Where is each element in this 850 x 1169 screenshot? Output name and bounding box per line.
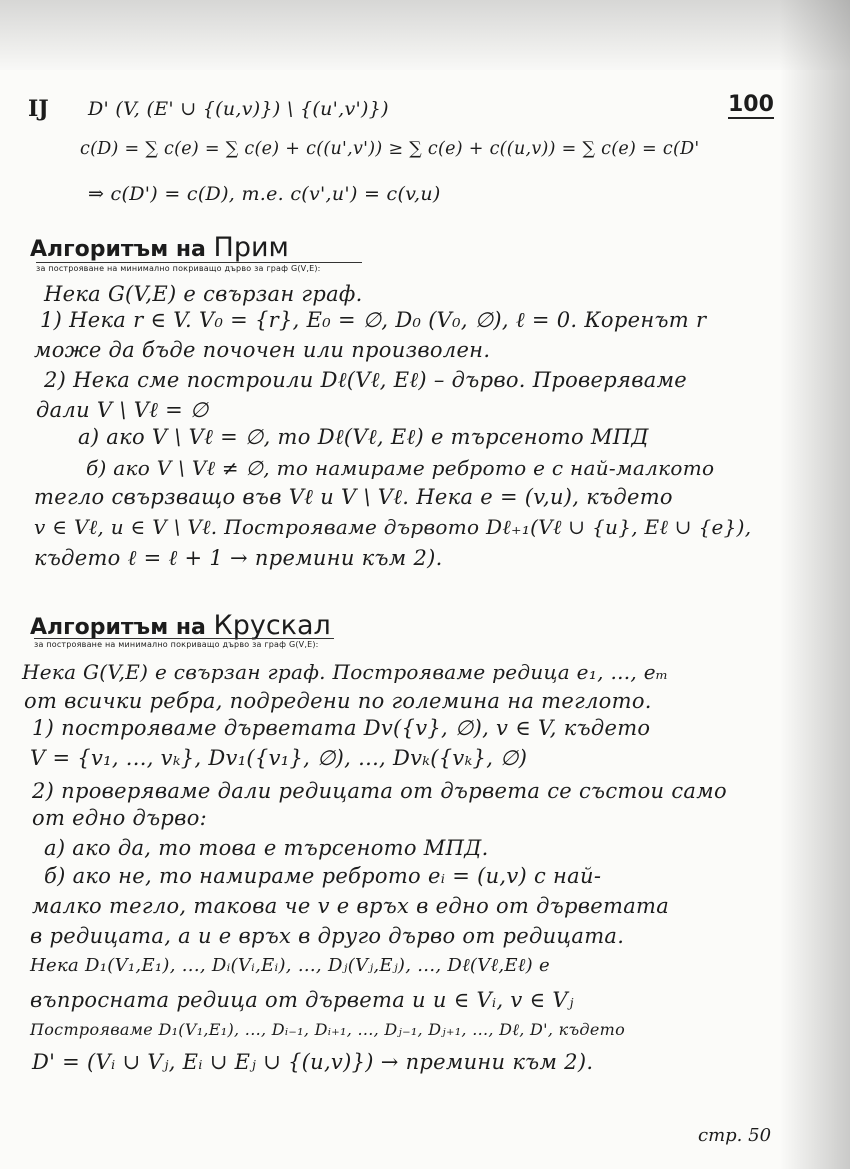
- scan-edge: [780, 0, 850, 1169]
- kruskal-line-3: 1) построяваме дърветата Dv({v}, ∅), v ∈ V, където: [32, 716, 651, 740]
- kruskal-heading-prefix: Алгоритъм на: [30, 615, 214, 640]
- kruskal-line-5: 2) проверяваме дали редицата от дървета се състои само: [32, 779, 727, 803]
- kruskal-line-10: в редицата, а u е връх в друго дърво от редицата.: [30, 924, 625, 948]
- margin-mark: IJ: [28, 96, 49, 122]
- kruskal-line-8: б) ако не, то намираме реброто eᵢ = (u,v) с най-: [44, 864, 602, 888]
- prim-heading: [30, 232, 289, 263]
- kruskal-line-12: въпросната редица от дървета и u ∈ Vᵢ, v ∈ Vⱼ: [30, 988, 574, 1012]
- scan-shadow: [0, 0, 850, 70]
- kruskal-line-7: а) ако да, то това е търсеното МПД.: [44, 836, 489, 860]
- proof-line-1: D' (V, (E' ∪ {(u,v)}) \ {(u',v')}): [88, 98, 389, 120]
- kruskal-line-1: Нека G(V,E) е свързан граф. Построяваме редица e₁, ..., eₘ: [22, 660, 669, 684]
- kruskal-heading-name: Крускал: [213, 610, 331, 641]
- proof-line-3: ⇒ c(D') = c(D), т.е. c(v',u') = c(v,u): [88, 183, 441, 205]
- prim-heading-name: Прим: [213, 232, 289, 263]
- kruskal-line-13: Построяваме D₁(V₁,E₁), ..., Dᵢ₋₁, Dᵢ₊₁, ..., Dⱼ₋₁, Dⱼ₊₁, ..., Dℓ, D', където: [30, 1020, 626, 1039]
- page-number: стр. 50: [698, 1125, 772, 1146]
- prim-line-7: б) ако V \ Vℓ ≠ ∅, то намираме реброто e с най-малкото: [86, 456, 715, 480]
- proof-line-2: c(D) = ∑ c(e) = ∑ c(e) + c((u',v')) ≥ ∑ c(e) + c((u,v)) = ∑ c(e) = c(D': [80, 139, 700, 159]
- prim-line-8: тегло свързващо във Vℓ и V \ Vℓ. Нека e = (v,u), където: [34, 485, 673, 509]
- kruskal-line-9: малко тегло, такова че v е връх в едно от дърветата: [32, 894, 670, 918]
- corner-mark: 100: [728, 92, 774, 117]
- kruskal-line-2: от всички ребра, подредени по големина на теглото.: [24, 689, 652, 713]
- prim-line-3: може да бъде почочен или произволен.: [34, 338, 491, 362]
- prim-line-9: v ∈ Vℓ, u ∈ V \ Vℓ. Построяваме дървото Dℓ₊₁(Vℓ ∪ {u}, Eℓ ∪ {e}),: [34, 515, 752, 539]
- prim-line-2: 1) Нека r ∈ V. V₀ = {r}, E₀ = ∅, D₀ (V₀, ∅), ℓ = 0. Коренът r: [40, 308, 707, 332]
- kruskal-line-14: D' = (Vᵢ ∪ Vⱼ, Eᵢ ∪ Eⱼ ∪ {(u,v)}) → премини към 2).: [32, 1050, 594, 1074]
- kruskal-line-4: V = {v₁, ..., vₖ}, Dv₁({v₁}, ∅), ..., Dvₖ({vₖ}, ∅): [30, 746, 528, 770]
- kruskal-subtitle: за построяване на минимално покриващо дърво за граф G(V,E):: [34, 638, 334, 649]
- kruskal-heading: [30, 610, 331, 641]
- prim-line-5: дали V \ Vℓ = ∅: [36, 398, 209, 422]
- prim-line-10: където ℓ = ℓ + 1 → премини към 2).: [34, 546, 443, 570]
- prim-subtitle: за построяване на минимално покриващо дърво за граф G(V,E):: [36, 262, 362, 273]
- prim-line-1: Нека G(V,E) е свързан граф.: [44, 282, 363, 306]
- prim-heading-prefix: Алгоритъм на: [30, 237, 214, 262]
- kruskal-line-6: от едно дърво:: [32, 806, 208, 830]
- prim-line-4: 2) Нека сме построили Dℓ(Vℓ, Eℓ) – дърво. Проверяваме: [44, 368, 688, 392]
- kruskal-line-11: Нека D₁(V₁,E₁), ..., Dᵢ(Vᵢ,Eᵢ), ..., Dⱼ(Vⱼ,Eⱼ), ..., Dℓ(Vℓ,Eℓ) е: [30, 955, 550, 976]
- prim-line-6: а) ако V \ Vℓ = ∅, то Dℓ(Vℓ, Eℓ) е търсеното МПД: [78, 425, 649, 449]
